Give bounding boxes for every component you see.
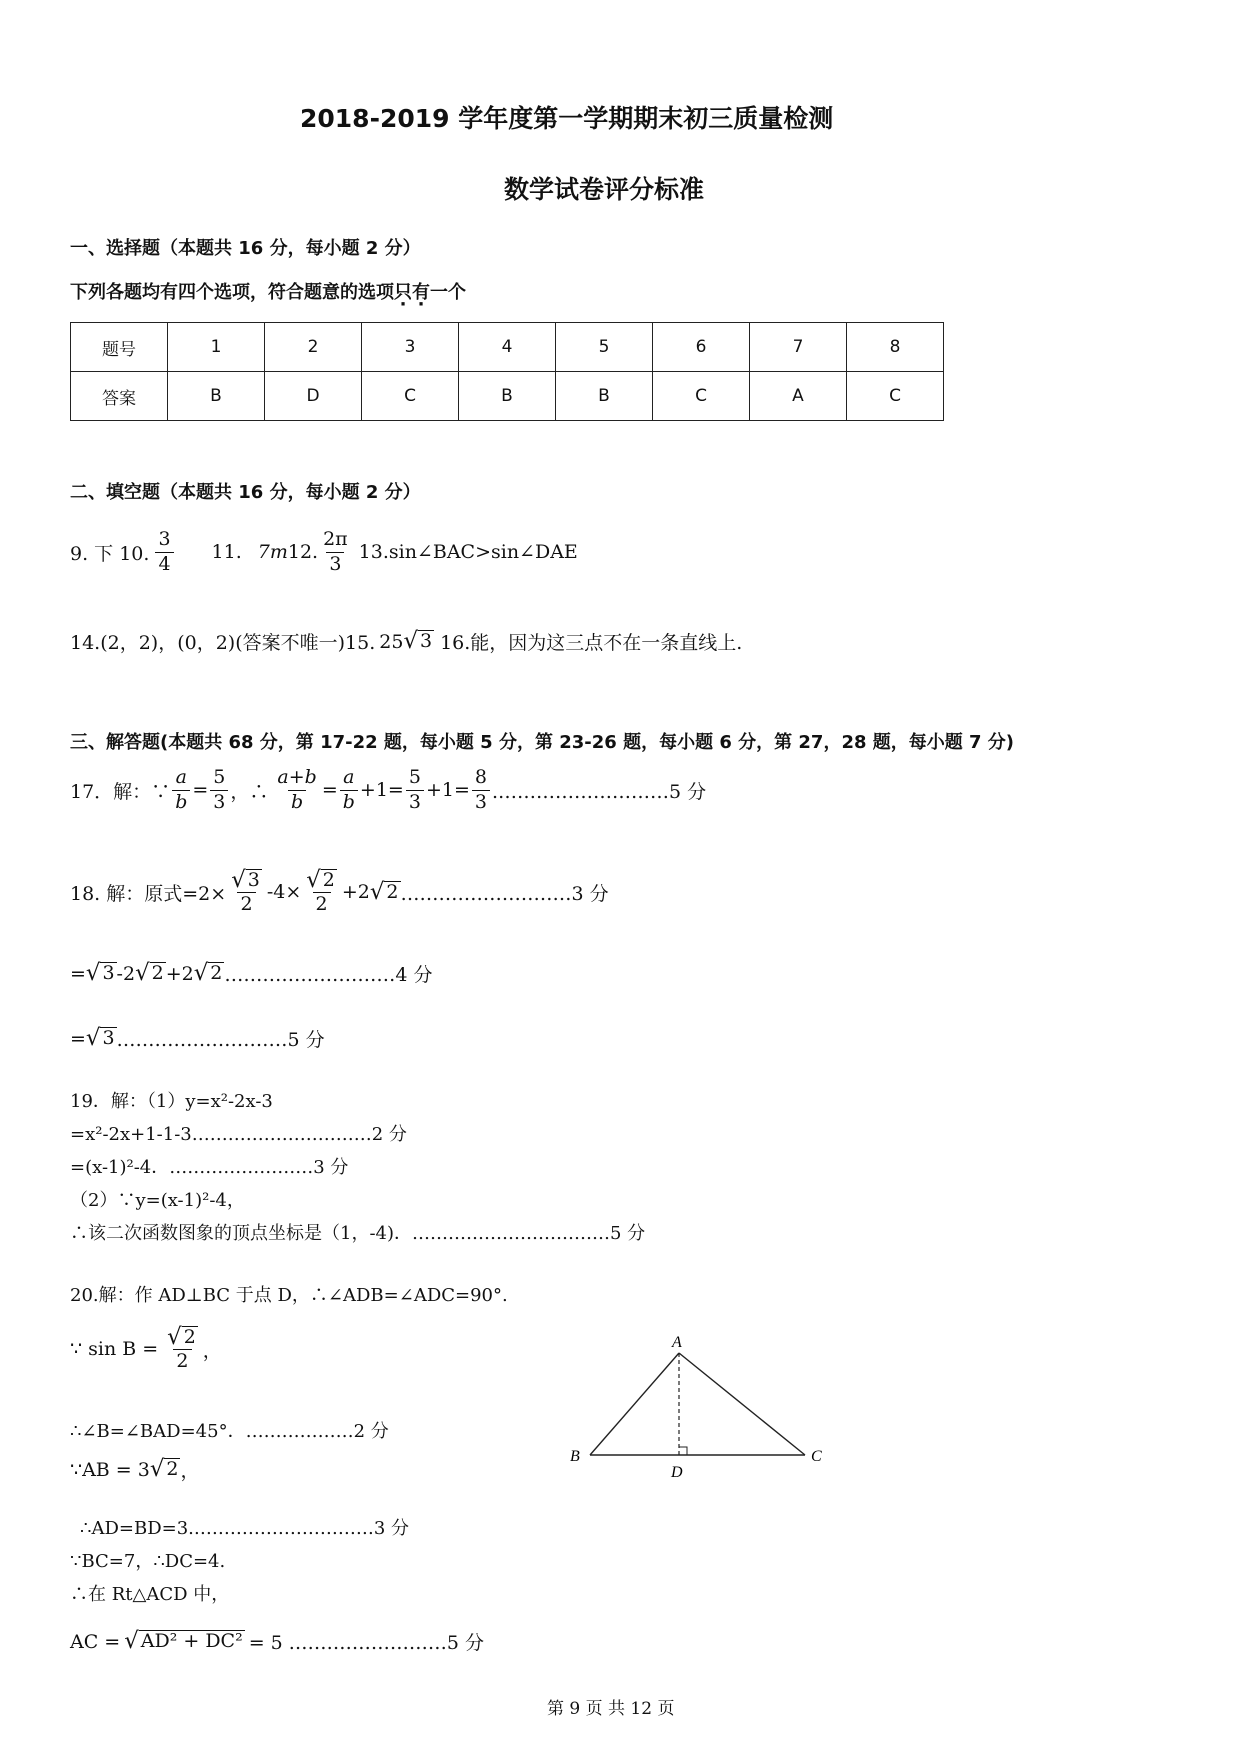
sqrt-icon: √	[306, 866, 321, 893]
section-1-heading: 一、选择题（本题共 16 分，每小题 2 分）	[70, 238, 421, 259]
q20-line-5: ∴AD=BD=3.…………………………3 分	[80, 1518, 410, 1539]
right-angle-mark	[679, 1447, 687, 1455]
segment-ac	[679, 1353, 805, 1455]
q17-frac-num: a+b	[277, 766, 317, 788]
fill-answers-line-2	[70, 628, 742, 655]
q17-frac-8-3	[472, 766, 490, 815]
vertex-label-a: A	[672, 1335, 682, 1351]
q15-coef: 25	[379, 630, 404, 653]
q17-frac-den: 3	[210, 790, 228, 815]
q16-answer: 16.能，因为这三点不在一条直线上.	[440, 632, 743, 654]
sqrt-icon: √	[403, 628, 418, 655]
answer-table	[70, 322, 944, 421]
q18-line-1	[70, 868, 609, 917]
sqrt-icon: √	[193, 960, 209, 987]
q15-sqrt	[403, 630, 434, 653]
q17-plus1: +1=	[359, 779, 404, 802]
q18-minus2: -2	[116, 962, 136, 985]
instruction-emph-2: 有	[412, 282, 430, 303]
q17-frac-5-3-2	[406, 766, 424, 815]
triangle-figure	[565, 1335, 845, 1485]
q20-comma: ，	[202, 1339, 222, 1362]
q17-frac-5-3	[210, 766, 228, 815]
q17-frac-a-b-2	[340, 766, 358, 815]
q17-line	[70, 766, 706, 815]
q17-frac-den: b	[288, 790, 306, 815]
sqrt-icon: √	[149, 1456, 165, 1483]
table-cell-answer: B	[556, 372, 653, 421]
q20-radicand: 2	[183, 1325, 196, 1348]
q15-radicand: 3	[419, 630, 433, 653]
q17-frac-den: 3	[406, 790, 424, 815]
sqrt-icon: √	[167, 1323, 182, 1350]
q20-sqrt2	[167, 1323, 198, 1350]
q20-line-6: ∵BC=7，∴DC=4.	[70, 1551, 226, 1572]
instruction-post: 一个	[430, 282, 466, 303]
q18-radicand: 2	[322, 868, 335, 891]
instruction-emph-1: 只	[394, 282, 412, 303]
q18-radicand: 2	[210, 962, 223, 985]
q18-score-2: ………………………4 分	[224, 964, 433, 986]
q18-radicand: 3	[247, 868, 260, 891]
q20-frac-num	[164, 1325, 201, 1349]
section-1-instruction	[70, 278, 466, 304]
segment-ab	[590, 1353, 679, 1455]
q17-score: .………………………5 分	[491, 780, 707, 803]
q14-q15-label: 14.(2，2)，(0，2)(答案不唯一)15.	[70, 632, 376, 654]
section-3-heading: 三、解答题(本题共 68 分，第 17-22 题，每小题 5 分，第 23-26 题，每小题 6 分，第 27，28 题，每小题 7 分)	[70, 732, 1015, 753]
q18-frac-num	[228, 868, 265, 892]
q17-frac-a-b	[172, 766, 190, 815]
q18-mid: -4×	[266, 881, 302, 904]
sqrt-icon: √	[85, 960, 101, 987]
table-cell-answer: A	[750, 372, 847, 421]
q18-radicand: 3	[102, 1027, 115, 1050]
table-cell-number: 7	[750, 323, 847, 372]
sqrt-icon: √	[369, 878, 385, 905]
q20-line-7: ∴在 Rt△ACD 中，	[70, 1584, 230, 1605]
q18-sqrt2	[194, 962, 225, 985]
q18-frac-den: 2	[313, 892, 331, 917]
q20-ab: ∵AB = 3	[70, 1458, 150, 1481]
q18-score-3: ………………………5 分	[116, 1029, 325, 1051]
q12-fraction	[320, 528, 351, 577]
q10-numerator: 3	[158, 528, 171, 550]
q20-line-3: ∴∠B=∠BAD=45°．………………2 分	[70, 1421, 389, 1442]
q20-frac-den: 2	[173, 1349, 191, 1374]
q18-frac-den: 2	[237, 892, 255, 917]
q18-frac-num	[303, 868, 340, 892]
answer-table-row-answers	[71, 372, 944, 421]
sqrt-icon: √	[231, 866, 246, 893]
q18-radicand: 2	[151, 962, 164, 985]
table-label-answer: 答案	[71, 372, 168, 421]
table-label-number: 题号	[71, 323, 168, 372]
q20-radicand: AD² + DC²	[140, 1630, 243, 1653]
answer-table-row-numbers	[71, 323, 944, 372]
vertex-label-d: D	[671, 1464, 683, 1481]
q17-frac-num: 5	[213, 766, 226, 788]
table-cell-answer: D	[265, 372, 362, 421]
q18-plus2: +2	[165, 962, 194, 985]
q18-frac-sqrt2-2	[303, 868, 340, 917]
q20-comma: ，	[180, 1460, 200, 1482]
q17-frac-num: a	[343, 766, 355, 788]
q20-line-1: 20.解：作 AD⊥BC 于点 D，∴∠ADB=∠ADC=90°.	[70, 1285, 508, 1306]
q20-result: = 5 .……………………5 分	[248, 1632, 484, 1654]
q20-sqrt2	[150, 1458, 181, 1481]
q19-line-1: 19．解：（1）y=x²-2x-3	[70, 1091, 273, 1112]
q17-frac-num: a	[175, 766, 187, 788]
q20-sqrt-sum	[124, 1630, 245, 1653]
q17-prefix: 17．解：∵	[70, 780, 171, 803]
table-cell-answer: C	[847, 372, 944, 421]
page-number: 第 9 页 共 12 页	[547, 1699, 675, 1719]
q20-ac: AC =	[70, 1630, 121, 1653]
q18-sqrt2b	[369, 878, 401, 905]
q17-frac-num: 5	[408, 766, 421, 788]
q18-prefix: 18. 解：原式=2×	[70, 882, 227, 905]
q19-line-2: =x²-2x+1-1-3…………………………2 分	[70, 1124, 407, 1145]
q18-sqrt3	[86, 962, 117, 985]
table-cell-answer: C	[362, 372, 459, 421]
q20-line-4	[70, 1456, 200, 1483]
q20-radicand: 2	[166, 1458, 179, 1481]
q12-label: 12.	[287, 541, 319, 564]
q17-frac-apb-b	[274, 766, 319, 815]
table-cell-answer: B	[168, 372, 265, 421]
q17-frac-den: b	[172, 790, 190, 815]
q11-answer: 7m	[257, 541, 288, 564]
sqrt-icon: √	[135, 960, 150, 987]
q18-frac-sqrt3-2	[228, 868, 265, 917]
q9-q10-label: 9. 下 10.	[70, 542, 150, 565]
q17-eq: =	[321, 779, 338, 802]
vertex-label-b: B	[570, 1448, 580, 1465]
q18-plus2: +2	[341, 881, 370, 904]
q17-eq: =	[192, 779, 209, 802]
q20-line-8	[70, 1628, 484, 1655]
q18-eq: =	[70, 1027, 86, 1050]
q18-line-2	[70, 960, 432, 987]
q17-frac-num: 8	[474, 766, 487, 788]
q18-sqrt2	[135, 962, 166, 985]
sqrt-icon: √	[85, 1025, 101, 1052]
page-subtitle: 数学试卷评分标准	[504, 175, 705, 204]
q20-frac	[164, 1325, 201, 1374]
table-cell-number: 4	[459, 323, 556, 372]
q20-sinb: ∵ sin B =	[70, 1338, 159, 1361]
table-cell-number: 5	[556, 323, 653, 372]
q11-label: 11.	[211, 541, 242, 564]
q18-sqrt3	[86, 1027, 117, 1050]
q17-plus1b: +1=	[425, 779, 470, 802]
q10-fraction	[155, 528, 173, 577]
vertex-label-c: C	[811, 1448, 822, 1465]
table-cell-number: 6	[653, 323, 750, 372]
q12-denominator: 3	[326, 552, 344, 577]
sqrt-icon: √	[124, 1628, 139, 1655]
q10-denominator: 4	[155, 552, 173, 577]
table-cell-answer: B	[459, 372, 556, 421]
q19-line-4: （2）∵y=(x-1)²-4，	[70, 1190, 245, 1211]
q19-line-5: ∴该二次函数图象的顶点坐标是（1，-4)．……………………………5 分	[70, 1223, 646, 1244]
q18-sqrt3	[231, 866, 262, 893]
q17-frac-den: b	[340, 790, 358, 815]
q18-line-3	[70, 1025, 325, 1052]
table-cell-number: 8	[847, 323, 944, 372]
q17-frac-den: 3	[472, 790, 490, 815]
q18-sqrt2	[306, 866, 337, 893]
q13-answer: 13.sin∠BAC>sin∠DAE	[358, 541, 578, 564]
q18-radicand: 2	[386, 880, 399, 903]
q19-line-3: =(x-1)²-4．……………………3 分	[70, 1157, 349, 1178]
page-title: 2018-2019 学年度第一学期期末初三质量检测	[300, 104, 834, 133]
q20-line-2	[70, 1325, 222, 1374]
instruction-pre: 下列各题均有四个选项，符合题意的选项	[70, 282, 394, 303]
table-cell-answer: C	[653, 372, 750, 421]
table-cell-number: 1	[168, 323, 265, 372]
q17-therefore: ，∴	[230, 780, 269, 803]
fill-answers-line-1	[70, 528, 578, 577]
q18-radicand: 3	[102, 962, 115, 985]
q12-numerator: 2π	[323, 528, 348, 550]
section-2-heading: 二、填空题（本题共 16 分，每小题 2 分）	[70, 482, 421, 503]
table-cell-number: 2	[265, 323, 362, 372]
q18-score-1: ………………………3 分	[400, 882, 609, 905]
q18-eq: =	[70, 962, 86, 985]
table-cell-number: 3	[362, 323, 459, 372]
